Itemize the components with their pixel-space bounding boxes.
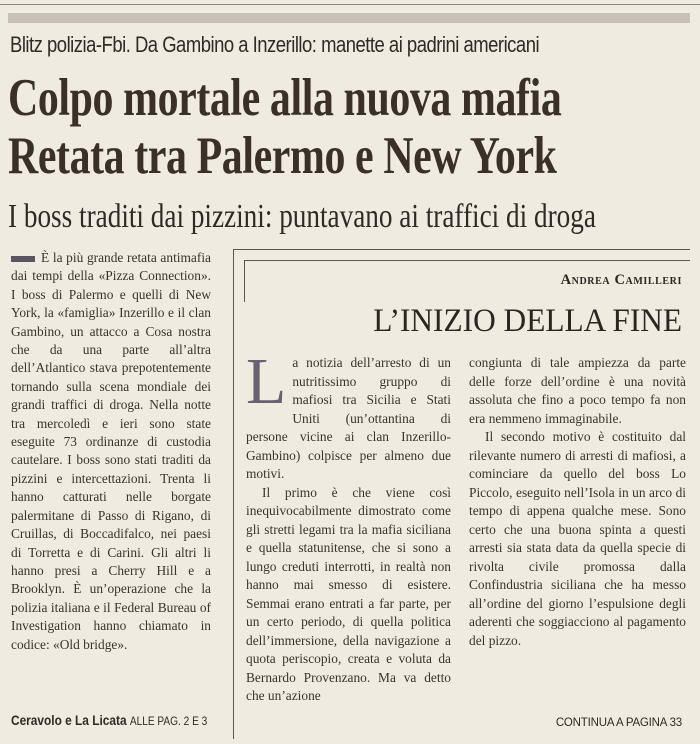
editorial-title: L’INIZIO DELLA FINE bbox=[373, 303, 682, 339]
section-bar bbox=[8, 13, 690, 23]
editorial-paragraph-4: Il secondo motivo è costituito dal rilevante numero di arresti di mafiosi, a cominciare da quello del boss Lo Piccolo, eseguito nell’Isola in un arco di tempo di appena qualche mese. Sono certo che una buona spinta a questi arresti sia stata data da quella specie di rivolta civile promossa dalla Confindustria siciliana che ha messo all’ordine del giorno l’espulsione degli aderenti che soggiacciono al pagamento del pizzo. bbox=[469, 429, 686, 648]
lead-text: È la più grande retata antimafia dai tempi della «Pizza Connection». I boss di Palermo e quelli di New York, la «famiglia» Inzerillo e il clan Gambino, un attacco a Cosa nostra che da una parte all’altra dell’Atlantico stava prepotentemente tornando sulla scena mondiale dei grandi traffici di droga. Nella notte tra mercoledì e ieri sono state eseguite 73 ordinanze di custodia cautelare. I boss sono stati traditi da pizzini e intercettazioni. Trenta li hanno catturati nelle borgate palermitane di Passo di Rigano, di Cruillas, di Boccadifalco, nei paesi di Torretta e di Carini. Gli altri li hanno presi a Cherry Hill e a Brooklyn. È un’operazione che la polizia italiana e il Federal Bureau of Investigation hanno chiamato in codice: «Old bridge». bbox=[11, 250, 211, 652]
box-inner-border-left bbox=[244, 260, 245, 302]
box-border-top bbox=[233, 249, 690, 250]
credit-pages: ALLE PAG. 2 E 3 bbox=[129, 716, 208, 728]
lead-article-column bbox=[11, 249, 211, 654]
editorial-paragraph-1: a notizia dell’arresto di un nutritissimo gruppo di mafiosi tra Sicilia e Stati Uniti (un’ottantina di persone vicine ai clan Inzerillo-Gambino) colpisce per almeno due motivi. bbox=[246, 355, 451, 481]
credit-names: Ceravolo e La Licata bbox=[11, 713, 127, 728]
bullet-bar-icon bbox=[11, 256, 35, 262]
editorial-column-1 bbox=[246, 345, 451, 706]
drop-cap: L bbox=[246, 345, 287, 418]
continued-on-page-link[interactable]: CONTINUA A PAGINA 33 bbox=[555, 717, 682, 729]
editorial-column-2 bbox=[469, 354, 686, 650]
headline-line-2: Retata tra Palermo e New York bbox=[8, 127, 557, 185]
headline-line-1: Colpo mortale alla nuova mafia bbox=[8, 69, 562, 127]
subheadline: I boss traditi dai pizzini: puntavano ai traffici di droga bbox=[8, 198, 596, 235]
box-inner-border-top bbox=[244, 260, 690, 261]
editorial-author: Andrea Camilleri bbox=[560, 272, 682, 288]
top-rule bbox=[0, 4, 700, 5]
article-credit bbox=[11, 713, 207, 728]
editorial-paragraph-2: Il primo è che viene così inequivocabilmente dimostrato come gli stretti legami tra la mafia siciliana e quella statunitense, che si sono a lungo creduti interrotti, in realtà non hanno mai smesso di esistere. Semmai erano entrati a far parte, per un certo periodo, di quella politica dell’immersione, della navigazione a quota periscopio, creata e voluta da Bernardo Provenzano. Ma va detto che un’azione bbox=[246, 484, 451, 703]
editorial-paragraph-3: congiunta di tale ampiezza da parte delle forze dell’ordine è una novità assoluta che fino a poco tempo fa non era nemmeno immaginabile. bbox=[469, 355, 686, 426]
box-border-left bbox=[233, 249, 234, 739]
kicker: Blitz polizia-Fbi. Da Gambino a Inzerillo: manette ai padrini americani bbox=[10, 32, 540, 57]
